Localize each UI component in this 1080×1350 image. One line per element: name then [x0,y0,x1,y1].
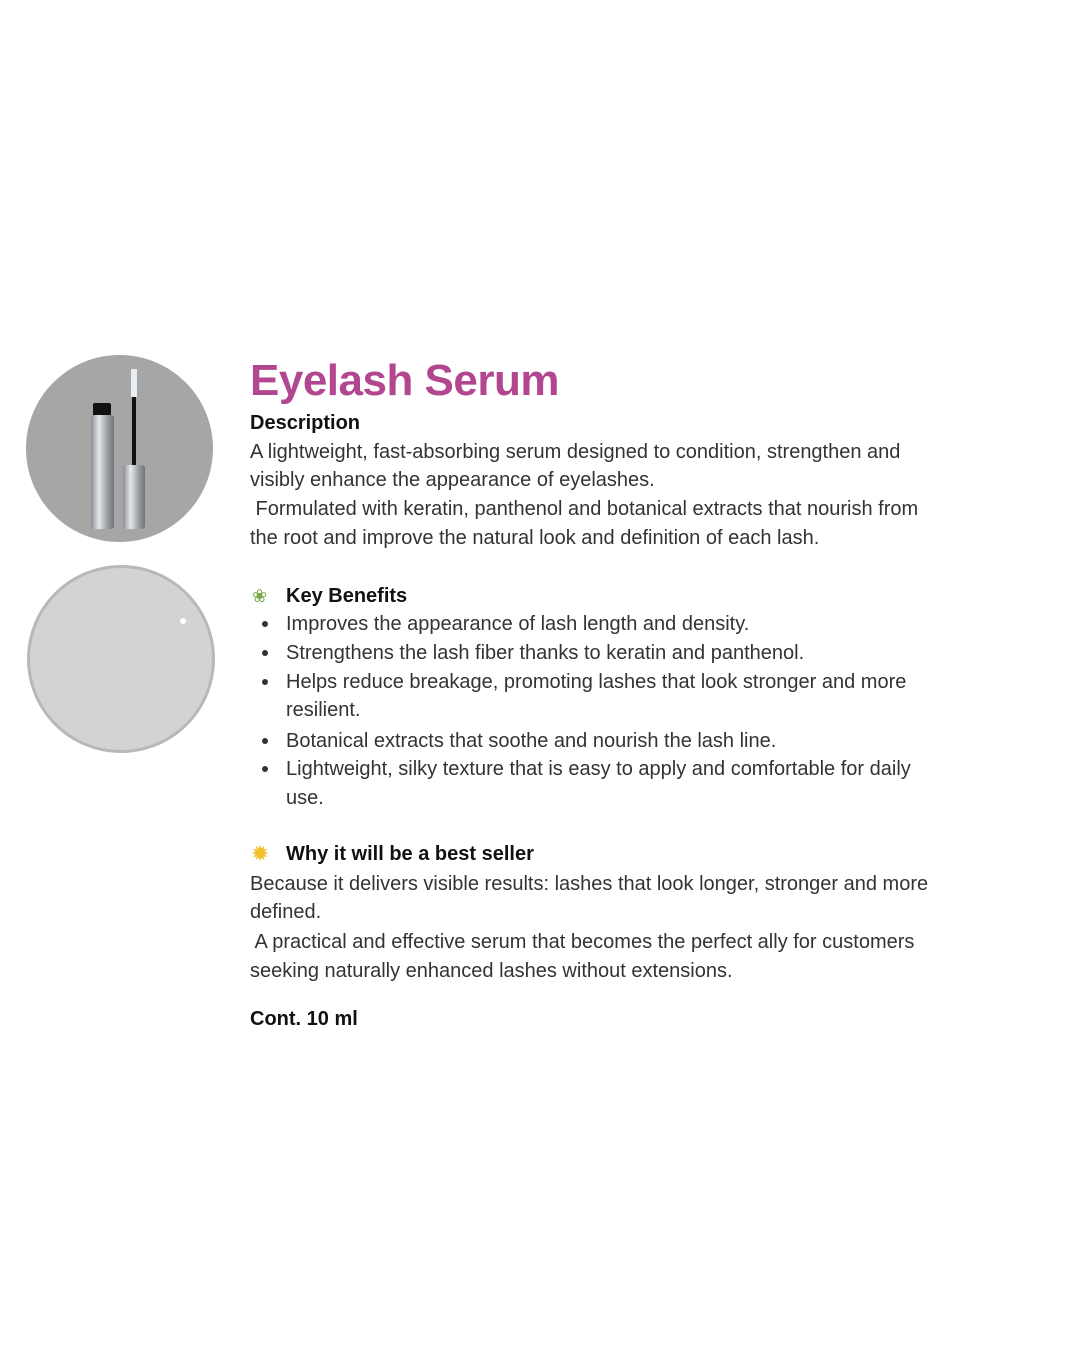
benefit-item: Strengthens the lash fiber thanks to keratin and panthenol. [286,642,805,664]
leaf-icon: ❀ [252,586,268,606]
benefit-item-continued: use. [286,787,324,809]
best-seller-line: Because it delivers visible results: lashes that look longer, stronger and more [250,873,929,895]
best-seller-heading: Why it will be a best seller [286,843,534,865]
description-line: Formulated with keratin, panthenol and botanical extracts that nourish from [250,498,919,520]
benefit-item-continued: resilient. [286,699,361,721]
description-line: the root and improve the natural look and definition of each lash. [250,527,820,549]
serum-bottle-icon [26,355,213,542]
benefits-heading: Key Benefits [286,585,408,607]
benefit-item: Lightweight, silky texture that is easy to apply and comfortable for daily [286,758,911,780]
product-title: Eyelash Serum [250,356,559,405]
product-image [26,355,213,542]
best-seller-line: seeking naturally enhanced lashes without extensions. [250,960,733,982]
sparkle-icon: ✹ [251,841,270,866]
texture-swatch [27,565,215,753]
description-heading: Description [250,412,361,434]
best-seller-line: A practical and effective serum that becomes the perfect ally for customers [250,931,915,953]
description-line: A lightweight, fast-absorbing serum designed to condition, strengthen and [250,441,901,463]
benefit-item: Improves the appearance of lash length and density. [286,613,750,635]
best-seller-line: defined. [250,901,322,923]
description-line: visibly enhance the appearance of eyelashes. [250,469,655,491]
content-volume: Cont. 10 ml [250,1008,358,1030]
benefit-item: Helps reduce breakage, promoting lashes that look stronger and more [286,671,907,693]
benefit-item: Botanical extracts that soothe and nourish the lash line. [286,730,777,752]
